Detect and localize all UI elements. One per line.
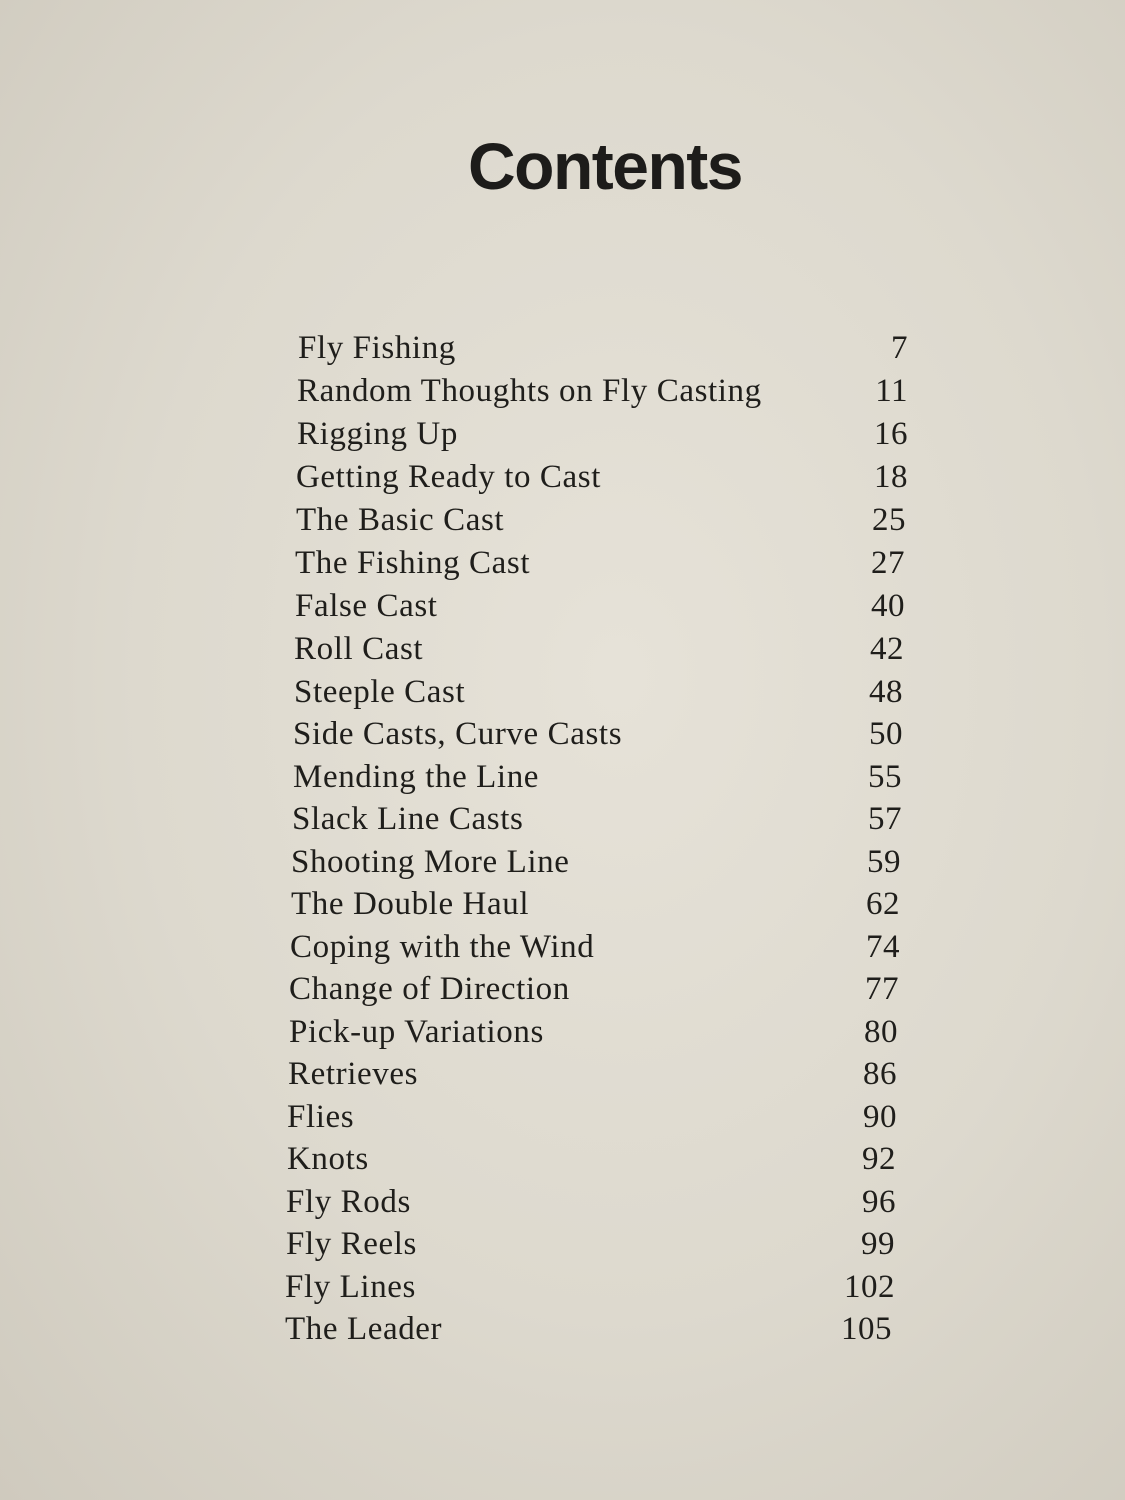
toc-entry-title: Steeple Cast [294,674,466,710]
toc-entry-title: Flies [287,1099,355,1135]
toc-entry [297,373,908,415]
toc-entry [289,1014,898,1056]
toc-entry-page-number: 27 [871,545,905,581]
toc-entry-page-number: 102 [844,1269,895,1305]
toc-entry-page-number: 55 [868,759,902,795]
toc-entry-page-number: 11 [875,373,908,409]
toc-entry-title: The Leader [285,1311,443,1347]
toc-entry-page-number: 16 [874,416,908,452]
toc-entry-title: Random Thoughts on Fly Casting [297,373,762,409]
toc-entry [286,1226,895,1268]
toc-entry-page-number: 59 [867,844,901,880]
toc-entry [297,416,908,458]
toc-entry [298,330,908,372]
toc-entry-title: Change of Direction [289,971,570,1007]
toc-entry-title: Coping with the Wind [290,929,595,965]
toc-entry-page-number: 90 [863,1099,897,1135]
toc-entry-title: Mending the Line [293,759,540,795]
toc-entry [295,588,905,630]
toc-entry-title: The Basic Cast [296,502,505,538]
toc-entry-title: Shooting More Line [291,844,570,880]
toc-entry [287,1099,897,1141]
toc-entry-page-number: 48 [869,674,903,710]
toc-entry [290,929,900,971]
toc-entry-page-number: 62 [866,886,900,922]
toc-entry [296,459,908,501]
toc-entry-title: Fly Lines [285,1269,416,1305]
toc-entry [285,1311,892,1353]
toc-entry-title: Pick-up Variations [289,1014,544,1050]
toc-entry-page-number: 77 [865,971,899,1007]
toc-entry-title: Fly Fishing [298,330,456,366]
toc-entry-title: Roll Cast [294,631,424,667]
toc-entry-title: Fly Rods [286,1184,411,1220]
toc-entry-title: The Double Haul [291,886,530,922]
toc-entry [285,1269,895,1311]
toc-entry [296,502,906,544]
toc-entry [294,631,904,673]
toc-entry-title: Rigging Up [297,416,458,452]
toc-entry-page-number: 96 [862,1184,896,1220]
toc-entry-title: Slack Line Casts [292,801,524,837]
toc-entry [294,674,903,716]
toc-entry-title: False Cast [295,588,438,624]
toc-entry-title: Knots [287,1141,369,1177]
toc-entry [287,1141,896,1183]
toc-entry-page-number: 92 [862,1141,896,1177]
toc-entry [292,801,902,843]
toc-entry-page-number: 18 [874,459,908,495]
toc-entry [293,759,902,801]
toc-entry-page-number: 105 [841,1311,892,1347]
toc-entry-page-number: 74 [866,929,900,965]
toc-entry [291,844,901,886]
toc-entry [295,545,905,587]
toc-entry-page-number: 7 [891,330,908,366]
toc-entry [293,716,903,758]
toc-entry-page-number: 25 [872,502,906,538]
toc-entry [286,1184,896,1226]
toc-entry-page-number: 86 [863,1056,897,1092]
toc-entry [288,1056,897,1098]
toc-entry-title: Retrieves [288,1056,419,1092]
toc-entry [291,886,900,928]
toc-entry-title: Side Casts, Curve Casts [293,716,623,752]
toc-entry-page-number: 50 [869,716,903,752]
toc-entry-page-number: 40 [871,588,905,624]
page-title: Contents [468,129,742,203]
toc-entry [289,971,899,1013]
toc-entry-page-number: 99 [861,1226,895,1262]
toc-entry-title: Fly Reels [286,1226,417,1262]
toc-entry-title: The Fishing Cast [295,545,531,581]
toc-entry-title: Getting Ready to Cast [296,459,601,495]
toc-entry-page-number: 42 [870,631,904,667]
toc-entry-page-number: 80 [864,1014,898,1050]
toc-entry-page-number: 57 [868,801,902,837]
